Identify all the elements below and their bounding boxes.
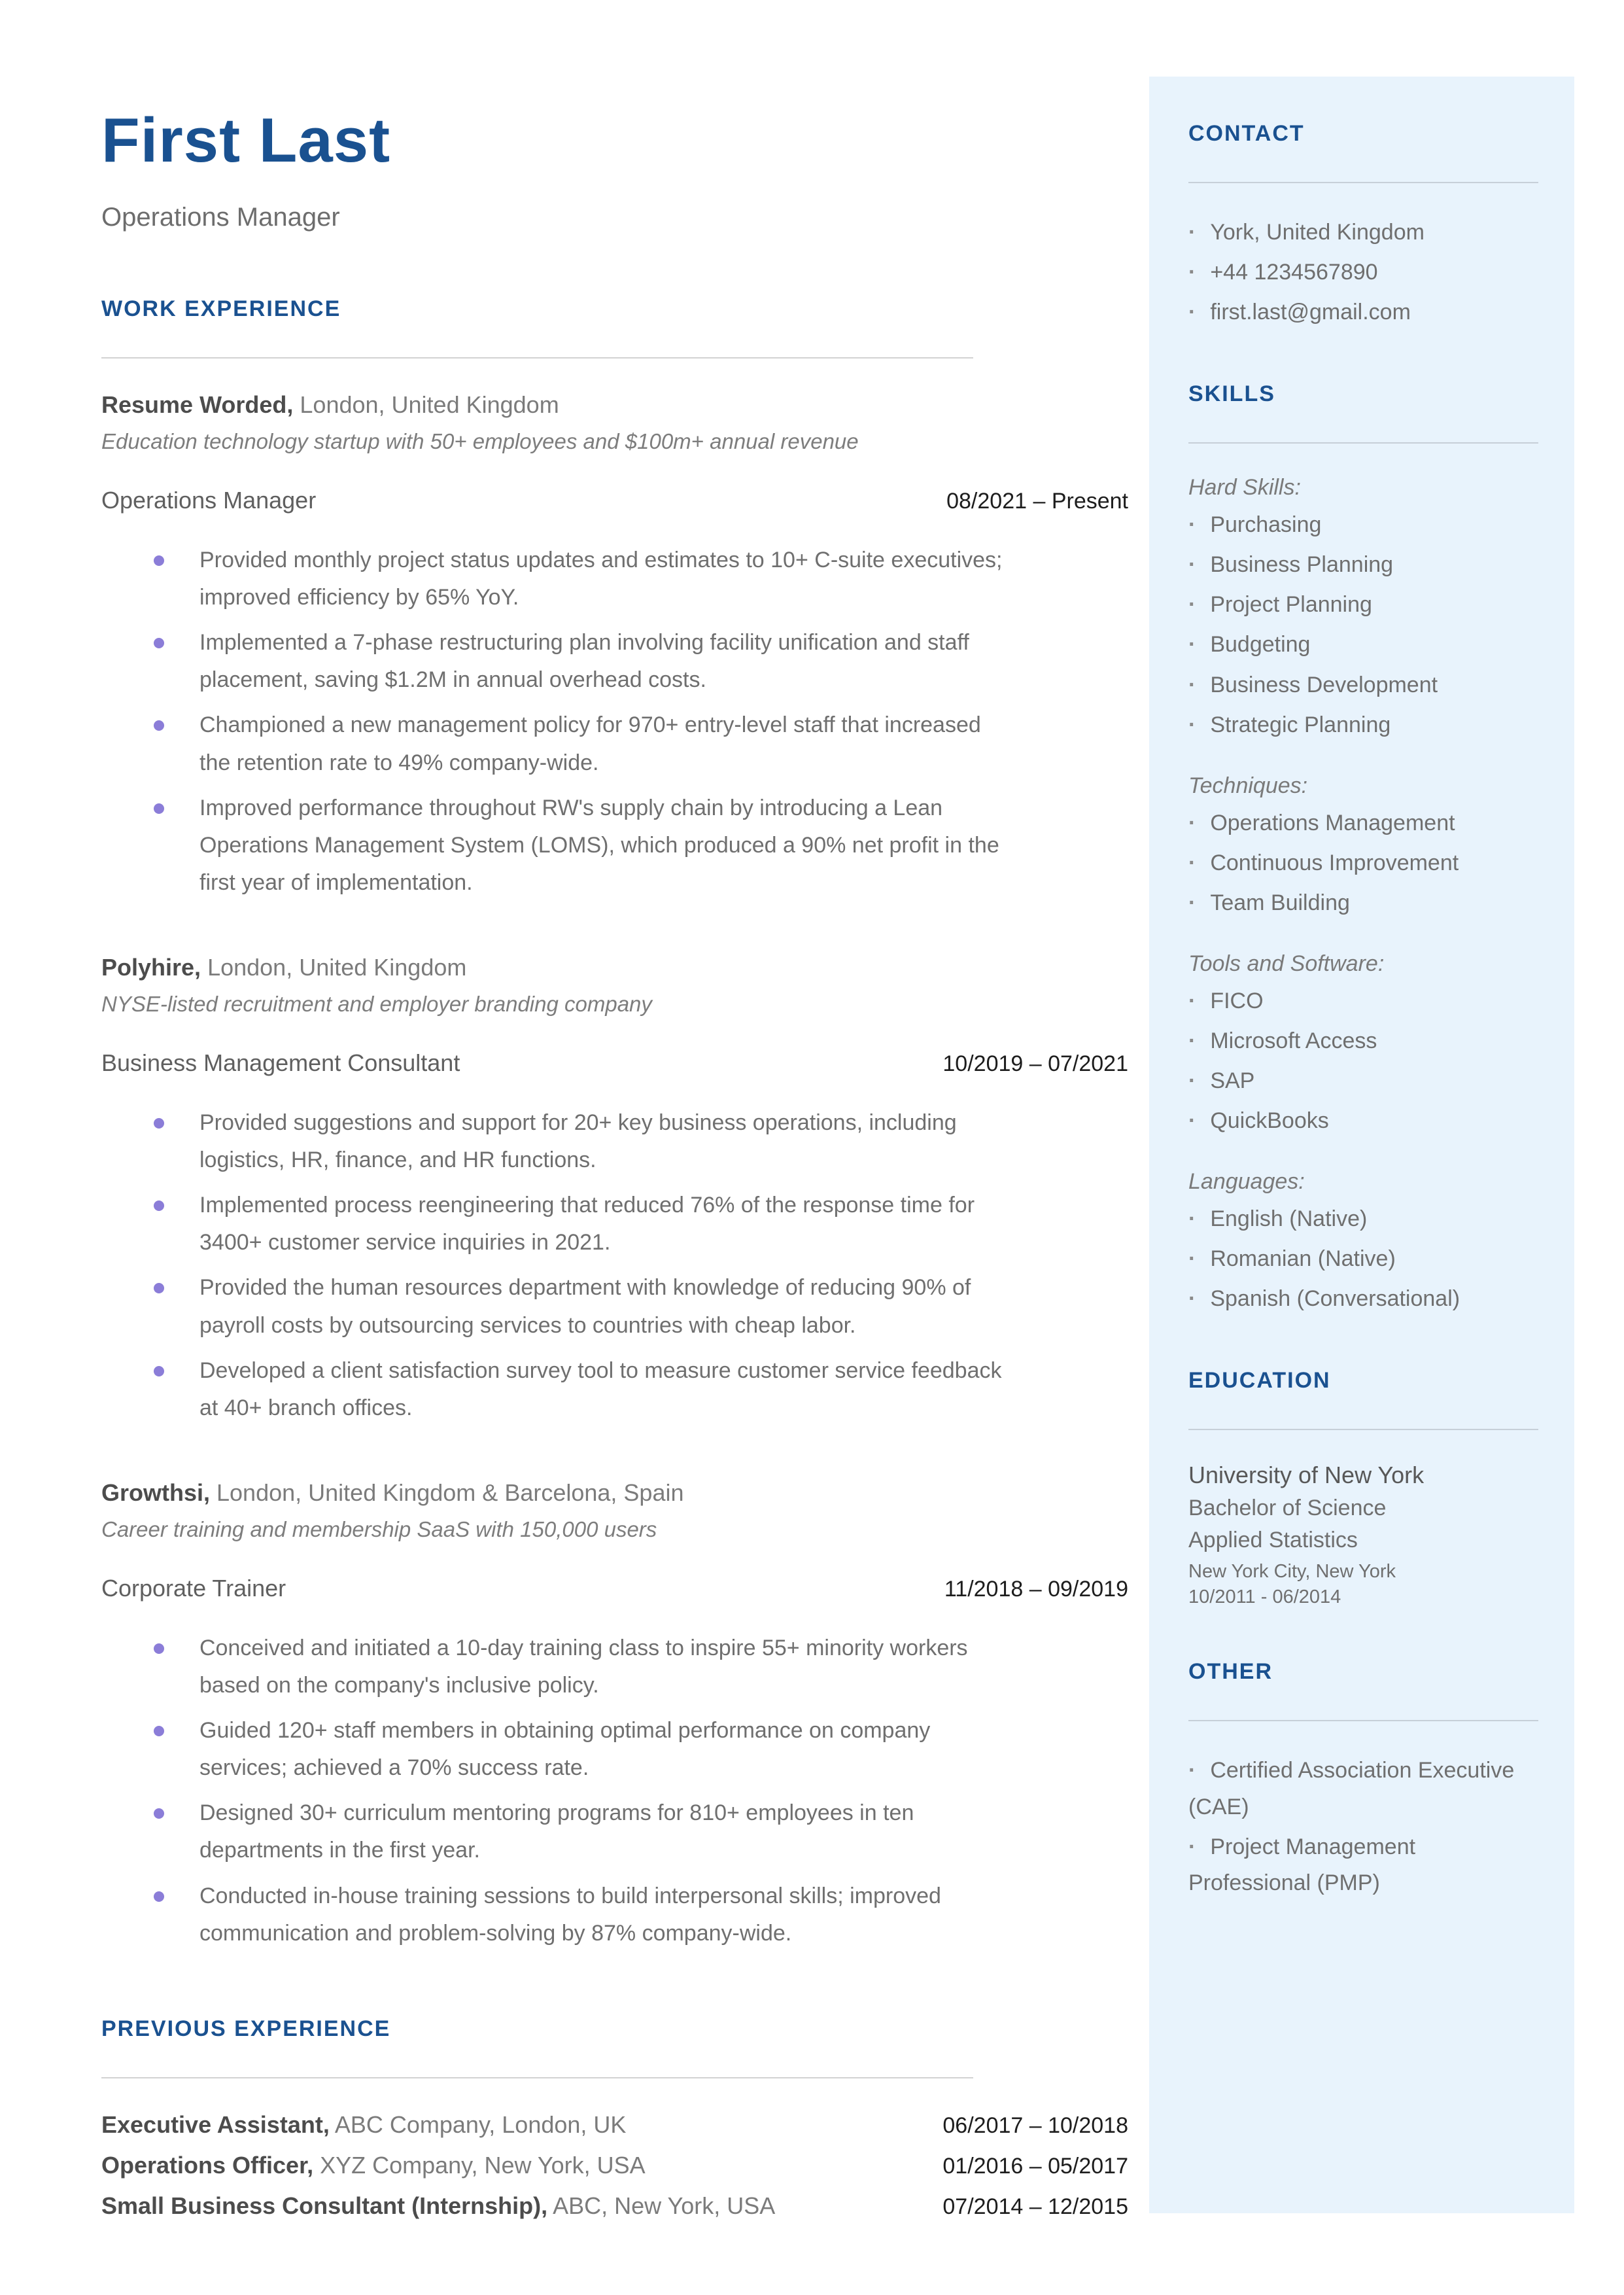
skill-item: · Spanish (Conversational) <box>1188 1281 1538 1317</box>
candidate-title: Operations Manager <box>101 203 340 232</box>
previous-job-dates: 01/2016 – 05/2017 <box>942 2153 1128 2179</box>
job-dates: 11/2018 – 09/2019 <box>944 1576 1128 1602</box>
job-entry <box>101 1479 1128 1952</box>
skill-item: · FICO <box>1188 983 1538 1019</box>
job-role: Business Management Consultant <box>101 1049 460 1076</box>
skill-item: · Strategic Planning <box>1188 707 1538 743</box>
skill-group-label: Hard Skills: <box>1188 475 1301 500</box>
sidebar-section-contact <box>1188 121 1538 330</box>
previous-job-title <box>101 2111 626 2139</box>
role-row <box>101 1049 1128 1077</box>
skill-item: · Project Planning <box>1188 587 1538 623</box>
skill-group-label: Languages: <box>1188 1169 1305 1195</box>
section-heading-work-experience: WORK EXPERIENCE <box>101 296 341 321</box>
bullet-item: Designed 30+ curriculum mentoring programs for 810+ employees in ten departments in the first year. <box>101 1795 1004 1869</box>
job-bullets <box>101 542 1004 902</box>
education-dates: 10/2011 - 06/2014 <box>1188 1586 1341 1608</box>
skill-group-label: Techniques: <box>1188 773 1308 798</box>
skill-list <box>1188 805 1538 921</box>
certification-item: · Certified Association Executive (CAE) <box>1188 1753 1538 1825</box>
previous-experience-rows <box>101 2111 1128 2220</box>
sidebar-section-education <box>1188 1368 1538 1608</box>
contact-phone: · +44 1234567890 <box>1188 254 1538 290</box>
bullet-item: Improved performance throughout RW's supply chain by introducing a Lean Operations Management System (LOMS), which produced a 90% net profit in the first year of implementation. <box>101 790 1004 902</box>
job-dates: 08/2021 – Present <box>946 489 1128 514</box>
previous-job-title <box>101 2152 646 2179</box>
skill-item: · Microsoft Access <box>1188 1023 1538 1059</box>
previous-job-company: ABC, New York, USA <box>547 2192 776 2219</box>
bullet-item: Implemented process reengineering that reduced 76% of the response time for 3400+ customer service inquiries in 2021. <box>101 1187 1004 1261</box>
bullet-item: Championed a new management policy for 970+ entry-level staff that increased the retention rate to 49% company-wide. <box>101 707 1004 781</box>
skill-list <box>1188 983 1538 1139</box>
education-heading: EDUCATION <box>1188 1368 1331 1393</box>
sidebar-section-other <box>1188 1659 1538 1901</box>
previous-job-company: ABC Company, London, UK <box>329 2111 627 2138</box>
education-school: University of New York <box>1188 1462 1425 1489</box>
skill-group-techniques <box>1188 773 1538 921</box>
skill-item: · Operations Management <box>1188 805 1538 841</box>
previous-job-dates: 07/2014 – 12/2015 <box>942 2194 1128 2219</box>
company-name: Growthsi, <box>101 1479 211 1506</box>
skill-item: · English (Native) <box>1188 1201 1538 1237</box>
company-location: London, United Kingdom & Barcelona, Spain <box>210 1479 684 1506</box>
bullet-item: Provided the human resources department with knowledge of reducing 90% of payroll costs by outsourcing services to countries with cheap labor. <box>101 1269 1004 1344</box>
skill-item: · QuickBooks <box>1188 1103 1538 1139</box>
sidebar <box>1149 77 1574 2213</box>
skill-item: · SAP <box>1188 1063 1538 1099</box>
skill-item: · Business Development <box>1188 667 1538 703</box>
bullet-item: Implemented a 7-phase restructuring plan involving facility unification and staff placement, saving $1.2M in annual overhead costs. <box>101 624 1004 699</box>
company-name: Resume Worded, <box>101 391 294 418</box>
education-location: New York City, New York <box>1188 1561 1396 1583</box>
company-location: London, United Kingdom <box>293 391 559 418</box>
job-dates: 10/2019 – 07/2021 <box>942 1051 1128 1076</box>
bullet-item: Guided 120+ staff members in obtaining optimal performance on company services; achieved a 70% success rate. <box>101 1712 1004 1787</box>
job-bullets <box>101 1630 1004 1952</box>
job-entry <box>101 954 1128 1427</box>
company-name: Polyhire, <box>101 953 201 981</box>
skill-item: · Romanian (Native) <box>1188 1241 1538 1277</box>
contact-email: · first.last@gmail.com <box>1188 294 1538 330</box>
skill-group-label: Tools and Software: <box>1188 951 1385 976</box>
bullet-item: Provided monthly project status updates and estimates to 10+ C-suite executives; improved efficiency by 65% YoY. <box>101 542 1004 616</box>
previous-job-row <box>101 2192 1128 2220</box>
skill-item: · Budgeting <box>1188 627 1538 663</box>
bullet-item: Conceived and initiated a 10-day training class to inspire 55+ minority workers based on the company's inclusive policy. <box>101 1630 1004 1704</box>
previous-job-role: Executive Assistant, <box>101 2111 330 2138</box>
divider <box>1188 182 1538 183</box>
company-description: NYSE-listed recruitment and employer branding company <box>101 991 652 1016</box>
skill-item: · Business Planning <box>1188 547 1538 583</box>
other-heading: OTHER <box>1188 1659 1273 1685</box>
education-degree: Bachelor of Science <box>1188 1496 1387 1521</box>
company-line <box>101 954 1128 981</box>
divider <box>101 2077 973 2078</box>
skill-group-hard-skills <box>1188 475 1538 743</box>
company-description: Career training and membership SaaS with 150,000 users <box>101 1516 657 1541</box>
skill-item: · Purchasing <box>1188 507 1538 543</box>
bullet-item: Conducted in-house training sessions to build interpersonal skills; improved communication and problem-solving by 87% company-wide. <box>101 1878 1004 1952</box>
contact-heading: CONTACT <box>1188 121 1305 146</box>
job-role: Corporate Trainer <box>101 1574 286 1602</box>
divider <box>101 357 973 359</box>
bullet-item: Developed a client satisfaction survey tool to measure customer service feedback at 40+ branch offices. <box>101 1352 1004 1427</box>
skill-group-languages <box>1188 1169 1538 1317</box>
education-major: Applied Statistics <box>1188 1528 1358 1553</box>
previous-job-row <box>101 2111 1128 2139</box>
candidate-name: First Last <box>101 105 391 175</box>
company-line <box>101 1479 1128 1507</box>
job-bullets <box>101 1104 1004 1427</box>
skill-group-tools-software <box>1188 951 1538 1139</box>
skills-heading: SKILLS <box>1188 381 1275 407</box>
previous-job-role: Operations Officer, <box>101 2151 314 2179</box>
company-line <box>101 391 1128 419</box>
previous-job-dates: 06/2017 – 10/2018 <box>942 2112 1128 2138</box>
skill-list <box>1188 1201 1538 1317</box>
divider <box>1188 442 1538 444</box>
previous-job-title <box>101 2192 775 2220</box>
previous-job-row <box>101 2152 1128 2179</box>
skill-item: · Continuous Improvement <box>1188 845 1538 881</box>
contact-list <box>1188 215 1538 330</box>
company-description: Education technology startup with 50+ employees and $100m+ annual revenue <box>101 429 859 453</box>
other-list <box>1188 1753 1538 1901</box>
skill-item: · Team Building <box>1188 885 1538 921</box>
skill-list <box>1188 507 1538 743</box>
job-entry <box>101 391 1128 902</box>
role-row <box>101 487 1128 514</box>
certification-item: · Project Management Professional (PMP) <box>1188 1829 1538 1901</box>
previous-job-company: XYZ Company, New York, USA <box>313 2151 646 2179</box>
bullet-item: Provided suggestions and support for 20+ key business operations, including logistics, HR, finance, and HR functions. <box>101 1104 1004 1179</box>
job-role: Operations Manager <box>101 487 317 514</box>
sidebar-section-skills <box>1188 381 1538 1317</box>
previous-job-role: Small Business Consultant (Internship), <box>101 2192 548 2219</box>
contact-location: · York, United Kingdom <box>1188 215 1538 251</box>
divider <box>1188 1429 1538 1430</box>
divider <box>1188 1720 1538 1721</box>
section-heading-previous-experience: PREVIOUS EXPERIENCE <box>101 2016 391 2041</box>
role-row <box>101 1575 1128 1602</box>
main-column <box>101 105 1128 2220</box>
company-location: London, United Kingdom <box>201 953 467 981</box>
